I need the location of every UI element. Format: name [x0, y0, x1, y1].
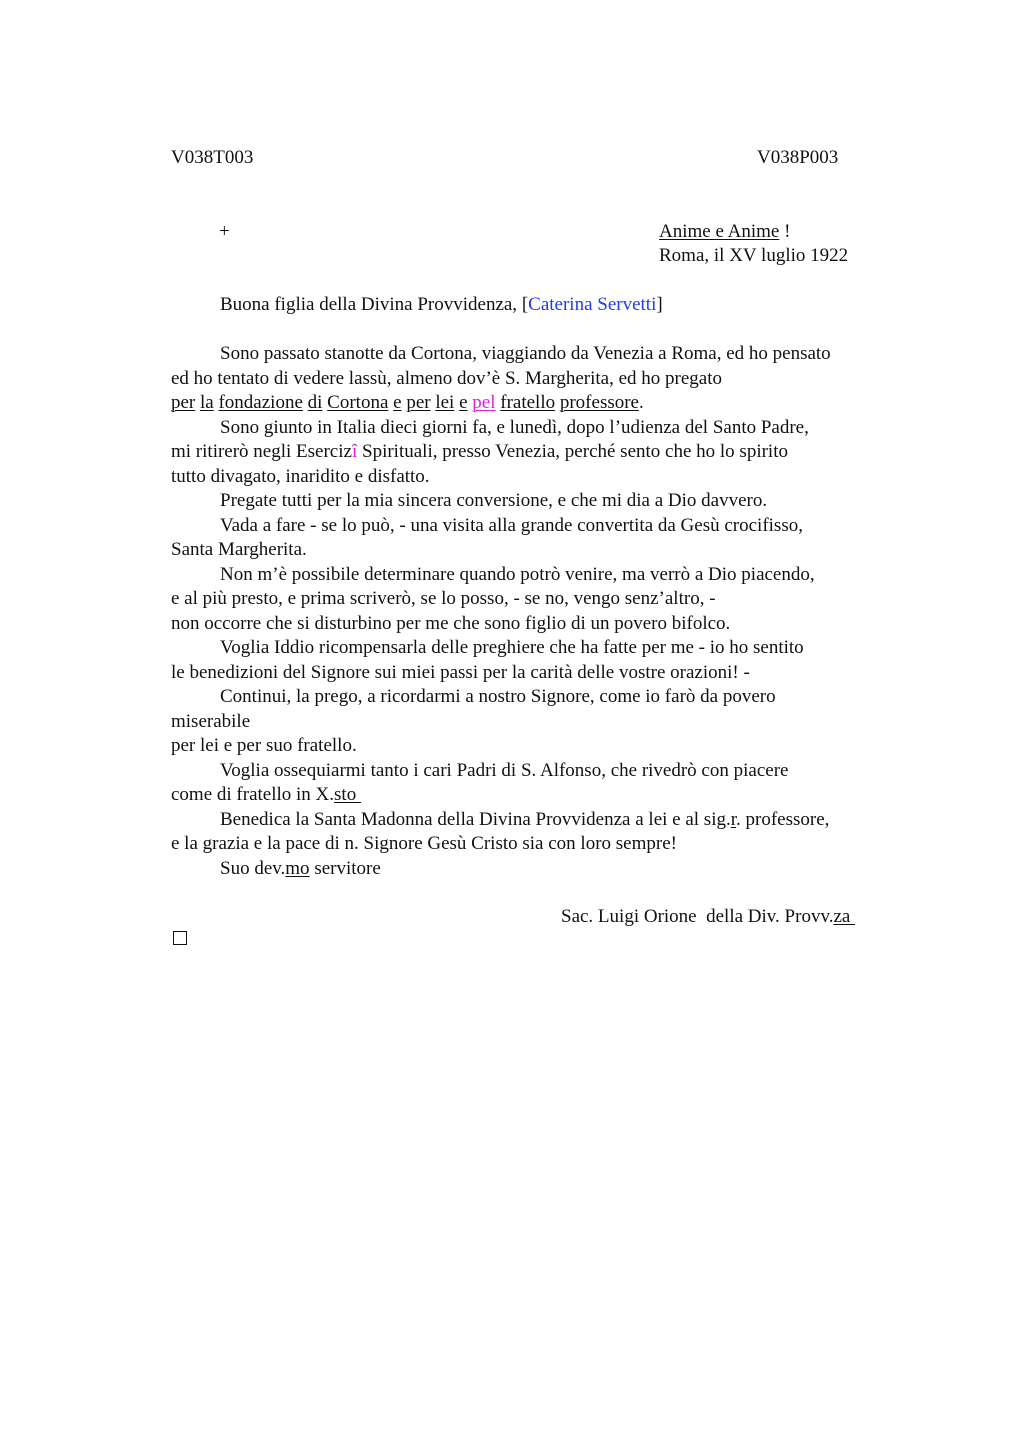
recipient-name: Caterina Servetti: [528, 294, 657, 315]
text-fragment: Spirituali, presso Venezia, perché sento che ho lo spirito: [357, 441, 788, 462]
underlined-prayer-line: [171, 391, 901, 416]
underlined-abbreviation: r: [730, 808, 736, 830]
underlined-word: professore: [559, 392, 639, 413]
text-line: e al più presto, e prima scriverò, se lo posso, - se no, vengo senz’altro, -: [171, 588, 716, 609]
text-line: [171, 808, 901, 833]
underlined-word: per: [406, 392, 431, 413]
underlined-word: la: [200, 392, 214, 413]
text-line: e la grazia e la pace di n. Signore Gesù Cristo sia con loro sempre!: [171, 833, 677, 854]
underlined-abbreviation: za: [833, 906, 856, 927]
text-line: Non m’è possibile determinare quando potrò venire, ma verrò a Dio piacendo,: [220, 563, 815, 585]
empty-checkbox-glyph: [173, 931, 187, 945]
underlined-abbreviation: sto: [334, 784, 361, 805]
signature-text: Sac. Luigi Orione della Div. Provv.: [561, 906, 834, 927]
text-line: Voglia Iddio ricompensarla delle preghiere che ha fatte per me - io ho sentito: [220, 637, 804, 658]
text-line: [171, 440, 901, 465]
letter-body: [171, 342, 901, 881]
underlined-word: per: [171, 392, 196, 413]
text-line: per lei e per suo fratello.: [171, 735, 357, 756]
text-fragment: Benedica la Santa Madonna della Divina Provvidenza a lei e al sig.: [220, 808, 731, 830]
line-end-period: .: [639, 392, 644, 413]
text-line: le benedizioni del Signore sui miei passi per la carità delle vostre orazioni! -: [171, 661, 750, 683]
motto: [659, 220, 790, 245]
underlined-word: Cortona: [327, 392, 389, 413]
text-line: non occorre che si disturbino per me che sono figlio di un povero bifolco.: [171, 612, 731, 634]
text-fragment: mi ritirerò negli Eserciz: [171, 441, 352, 462]
highlight-char: î: [351, 441, 358, 462]
text-line: Pregate tutti per la mia sincera conversione, e che mi dia a Dio davvero.: [220, 490, 768, 511]
text-line: Vada a fare - se lo può, - una visita alla grande convertita da Gesù crocifisso,: [220, 514, 803, 536]
underlined-word: lei: [435, 392, 455, 413]
underlined-abbreviation: mo: [285, 857, 310, 879]
salutation-bracket-close: ]: [656, 294, 663, 315]
underlined-word: e: [459, 392, 468, 413]
text-fragment: . professore,: [736, 808, 830, 830]
underlined-word: di: [307, 392, 323, 413]
text-fragment: servitore: [309, 857, 381, 879]
salutation-text: Buona figlia della Divina Provvidenza,: [220, 294, 522, 315]
cross-mark: +: [219, 221, 230, 242]
text-line: tutto divagato, inaridito e disfatto.: [171, 465, 430, 487]
text-fragment: Suo dev.: [220, 857, 286, 879]
salutation: [220, 293, 663, 318]
underlined-word: e: [393, 392, 402, 413]
underlined-word: fratello: [500, 392, 556, 413]
text-line: Santa Margherita.: [171, 539, 307, 560]
text-line: Sono passato stanotte da Cortona, viaggiando da Venezia a Roma, ed ho pensato: [220, 343, 831, 364]
place-date: Roma, il XV luglio 1922: [659, 245, 849, 266]
motto-underlined: Anime e Anime: [659, 221, 780, 242]
closing: [171, 857, 901, 882]
underlined-word: fondazione: [218, 392, 303, 413]
text-fragment: come di fratello in X.: [171, 784, 335, 805]
document-code-right: V038P003: [757, 147, 839, 168]
text-line: Continui, la prego, a ricordarmi a nostro Signore, come io farò da povero: [220, 686, 776, 707]
text-line: Voglia ossequiarmi tanto i cari Padri di S. Alfonso, che rivedrò con piacere: [220, 759, 789, 781]
document-code-left: V038T003: [171, 147, 254, 168]
underlined-word-highlight: pel: [472, 392, 496, 413]
motto-suffix: !: [779, 221, 791, 242]
text-line: Sono giunto in Italia dieci giorni fa, e lunedì, dopo l’udienza del Santo Padre,: [220, 416, 809, 438]
salutation-bracket-open: [: [521, 294, 529, 315]
text-line: [171, 783, 901, 808]
signature: [561, 905, 855, 930]
text-line: ed ho tentato di vedere lassù, almeno dov’è S. Margherita, ed ho pregato: [171, 367, 723, 389]
text-line: miserabile: [171, 710, 251, 732]
